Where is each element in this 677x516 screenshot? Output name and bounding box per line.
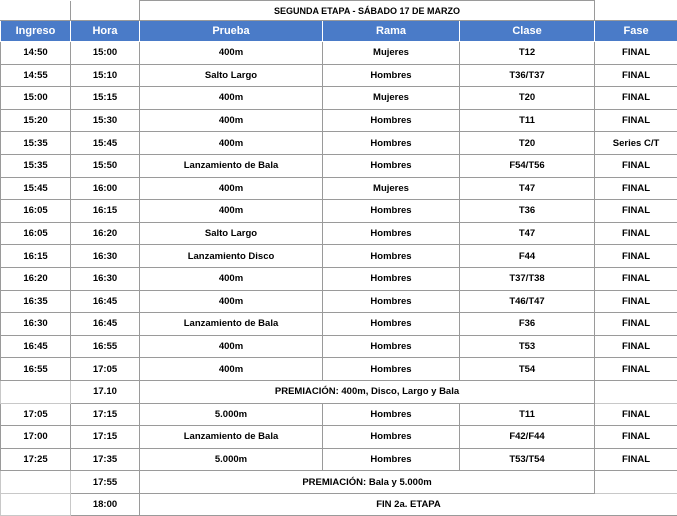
cell-ingreso: 15:35	[1, 154, 71, 177]
cell-fase: FINAL	[595, 177, 677, 200]
cell-rama: Hombres	[323, 313, 460, 336]
cell-fase: FINAL	[595, 426, 677, 449]
cell-ingreso: 17:05	[1, 403, 71, 426]
table-row	[1, 154, 677, 177]
column-header-prueba: Prueba	[140, 21, 323, 42]
table-row	[1, 313, 677, 336]
cell-prueba: Salto Largo	[140, 64, 323, 87]
header-row	[1, 21, 677, 42]
cell-rama: Hombres	[323, 109, 460, 132]
ceremony-row	[1, 380, 677, 403]
schedule-body	[1, 42, 677, 516]
cell-clase: T36	[460, 200, 595, 223]
cell-hora: 17:35	[71, 448, 140, 471]
table-row	[1, 448, 677, 471]
cell-rama: Hombres	[323, 290, 460, 313]
cell-prueba: 400m	[140, 177, 323, 200]
cell-ingreso-empty	[1, 471, 71, 494]
cell-ingreso: 15:20	[1, 109, 71, 132]
table-row	[1, 42, 677, 65]
cell-fase: FINAL	[595, 403, 677, 426]
cell-ingreso: 14:55	[1, 64, 71, 87]
cell-prueba: Lanzamiento Disco	[140, 245, 323, 268]
cell-fase: FINAL	[595, 267, 677, 290]
table-row	[1, 109, 677, 132]
cell-prueba: 400m	[140, 358, 323, 381]
page-title: SEGUNDA ETAPA - SÁBADO 17 DE MARZO	[140, 1, 595, 21]
column-header-rama: Rama	[323, 21, 460, 42]
title-spacer	[595, 1, 677, 21]
cell-hora: 16:30	[71, 245, 140, 268]
cell-hora: 16:55	[71, 335, 140, 358]
table-row	[1, 358, 677, 381]
cell-ingreso: 15:00	[1, 87, 71, 110]
cell-rama: Hombres	[323, 403, 460, 426]
cell-hora: 15:15	[71, 87, 140, 110]
cell-fase: FINAL	[595, 222, 677, 245]
cell-hora: 15:30	[71, 109, 140, 132]
cell-prueba: 400m	[140, 109, 323, 132]
cell-clase: T53/T54	[460, 448, 595, 471]
cell-fase: FINAL	[595, 448, 677, 471]
table-row	[1, 335, 677, 358]
cell-hora: 17:05	[71, 358, 140, 381]
cell-clase: T11	[460, 109, 595, 132]
cell-fase: FINAL	[595, 200, 677, 223]
cell-ingreso-empty	[1, 380, 71, 403]
cell-prueba: Lanzamiento de Bala	[140, 313, 323, 336]
cell-clase: F54/T56	[460, 154, 595, 177]
cell-ingreso: 16:30	[1, 313, 71, 336]
ceremony-text: FIN 2a. ETAPA	[140, 493, 677, 516]
cell-prueba: Lanzamiento de Bala	[140, 154, 323, 177]
table-row	[1, 64, 677, 87]
column-header-ingreso: Ingreso	[1, 21, 71, 42]
table-row	[1, 177, 677, 200]
title-spacer	[71, 1, 140, 21]
cell-fase-empty	[595, 471, 677, 494]
cell-prueba: 5.000m	[140, 403, 323, 426]
cell-rama: Mujeres	[323, 177, 460, 200]
cell-prueba: Salto Largo	[140, 222, 323, 245]
cell-hora: 17:15	[71, 426, 140, 449]
table-row	[1, 267, 677, 290]
cell-hora: 15:50	[71, 154, 140, 177]
cell-ingreso: 16:45	[1, 335, 71, 358]
cell-hora: 16:45	[71, 290, 140, 313]
cell-rama: Hombres	[323, 132, 460, 155]
cell-hora: 16:45	[71, 313, 140, 336]
cell-hora: 17.10	[71, 380, 140, 403]
cell-ingreso: 16:15	[1, 245, 71, 268]
cell-ingreso: 16:20	[1, 267, 71, 290]
cell-fase: FINAL	[595, 358, 677, 381]
cell-prueba: 400m	[140, 87, 323, 110]
table-row	[1, 200, 677, 223]
cell-clase: T54	[460, 358, 595, 381]
cell-prueba: 400m	[140, 200, 323, 223]
table-row	[1, 426, 677, 449]
cell-prueba: Lanzamiento de Bala	[140, 426, 323, 449]
cell-clase: T20	[460, 132, 595, 155]
cell-rama: Mujeres	[323, 42, 460, 65]
cell-fase: FINAL	[595, 109, 677, 132]
cell-hora: 16:15	[71, 200, 140, 223]
cell-hora: 18:00	[71, 493, 140, 516]
cell-rama: Hombres	[323, 358, 460, 381]
cell-hora: 15:45	[71, 132, 140, 155]
cell-fase: FINAL	[595, 154, 677, 177]
table-row	[1, 403, 677, 426]
title-row	[1, 1, 677, 21]
cell-fase-empty	[595, 380, 677, 403]
cell-hora: 15:10	[71, 64, 140, 87]
cell-ingreso: 16:35	[1, 290, 71, 313]
cell-rama: Hombres	[323, 64, 460, 87]
column-header-hora: Hora	[71, 21, 140, 42]
cell-prueba: 400m	[140, 335, 323, 358]
cell-ingreso-empty	[1, 493, 71, 516]
cell-hora: 17:55	[71, 471, 140, 494]
cell-clase: T47	[460, 222, 595, 245]
cell-hora: 16:20	[71, 222, 140, 245]
cell-prueba: 5.000m	[140, 448, 323, 471]
cell-prueba: 400m	[140, 267, 323, 290]
ceremony-text: PREMIACIÓN: Bala y 5.000m	[140, 471, 595, 494]
cell-prueba: 400m	[140, 132, 323, 155]
cell-clase: F42/F44	[460, 426, 595, 449]
cell-ingreso: 14:50	[1, 42, 71, 65]
cell-fase: FINAL	[595, 290, 677, 313]
cell-hora: 16:30	[71, 267, 140, 290]
cell-ingreso: 16:05	[1, 222, 71, 245]
cell-fase: FINAL	[595, 87, 677, 110]
cell-hora: 17:15	[71, 403, 140, 426]
cell-ingreso: 16:05	[1, 200, 71, 223]
cell-hora: 15:00	[71, 42, 140, 65]
cell-rama: Hombres	[323, 200, 460, 223]
cell-clase: T47	[460, 177, 595, 200]
cell-clase: T11	[460, 403, 595, 426]
cell-clase: F44	[460, 245, 595, 268]
cell-ingreso: 17:25	[1, 448, 71, 471]
cell-hora: 16:00	[71, 177, 140, 200]
cell-clase: T20	[460, 87, 595, 110]
cell-fase: FINAL	[595, 313, 677, 336]
cell-clase: T46/T47	[460, 290, 595, 313]
cell-fase: FINAL	[595, 64, 677, 87]
cell-rama: Mujeres	[323, 87, 460, 110]
ceremony-text: PREMIACIÓN: 400m, Disco, Largo y Bala	[140, 380, 595, 403]
cell-rama: Hombres	[323, 267, 460, 290]
cell-fase: FINAL	[595, 245, 677, 268]
cell-ingreso: 15:35	[1, 132, 71, 155]
cell-clase: T12	[460, 42, 595, 65]
cell-fase: FINAL	[595, 42, 677, 65]
cell-fase: Series C/T	[595, 132, 677, 155]
cell-prueba: 400m	[140, 290, 323, 313]
cell-rama: Hombres	[323, 448, 460, 471]
ceremony-row	[1, 471, 677, 494]
cell-rama: Hombres	[323, 222, 460, 245]
table-row	[1, 87, 677, 110]
table-row	[1, 132, 677, 155]
table-row	[1, 245, 677, 268]
table-row	[1, 290, 677, 313]
cell-clase: T37/T38	[460, 267, 595, 290]
ceremony-row	[1, 493, 677, 516]
cell-clase: T36/T37	[460, 64, 595, 87]
cell-clase: T53	[460, 335, 595, 358]
cell-rama: Hombres	[323, 245, 460, 268]
cell-rama: Hombres	[323, 154, 460, 177]
cell-ingreso: 16:55	[1, 358, 71, 381]
cell-clase: F36	[460, 313, 595, 336]
column-header-clase: Clase	[460, 21, 595, 42]
cell-ingreso: 15:45	[1, 177, 71, 200]
cell-rama: Hombres	[323, 426, 460, 449]
cell-ingreso: 17:00	[1, 426, 71, 449]
cell-fase: FINAL	[595, 335, 677, 358]
table-row	[1, 222, 677, 245]
cell-prueba: 400m	[140, 42, 323, 65]
cell-rama: Hombres	[323, 335, 460, 358]
title-spacer	[1, 1, 71, 21]
column-header-fase: Fase	[595, 21, 677, 42]
